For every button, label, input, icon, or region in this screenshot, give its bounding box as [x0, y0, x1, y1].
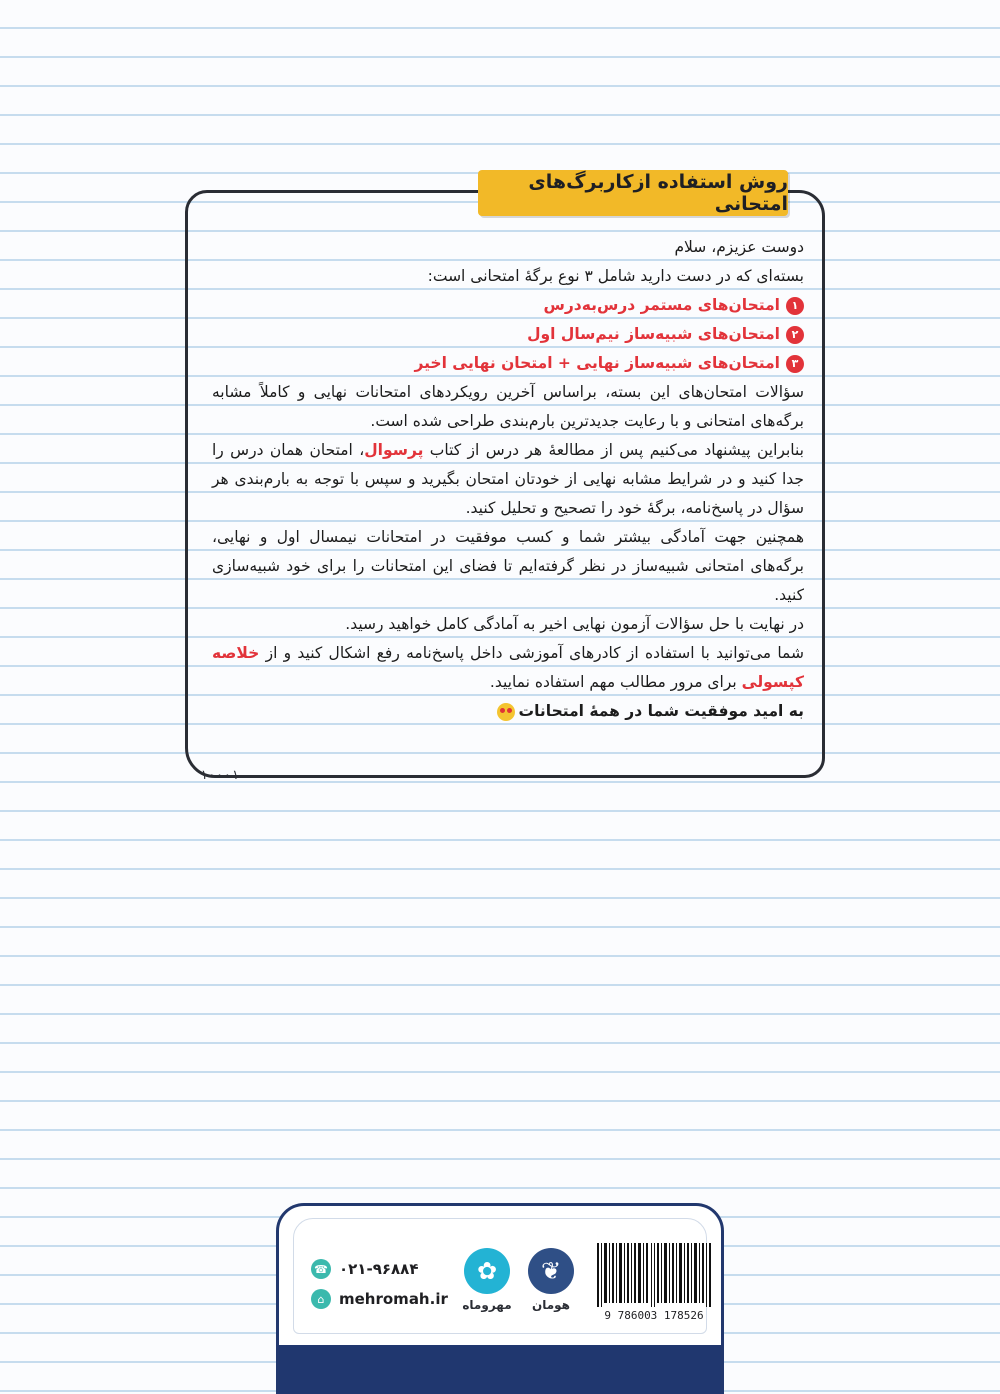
capsule-summary-label: خلاصه کپسولی	[212, 644, 804, 691]
number-badge: ۳	[786, 355, 804, 373]
hooman-logo	[521, 1248, 581, 1312]
closing-line	[212, 697, 804, 726]
hooman-brand-name: هومان	[531, 1298, 571, 1312]
answer-key-text: شما می‌توانید با استفاده از کادرهای آموزشی داخل پاسخ‌نامه رفع اشکال کنید و از	[265, 644, 804, 662]
publisher-card	[276, 1203, 724, 1394]
suggestion-text-start: بنابراین پیشنهاد می‌کنیم پس از مطالعهٔ هر درس از کتاب	[423, 441, 804, 459]
card-band	[279, 1345, 721, 1394]
paragraph-approach: سؤالات امتحان‌های این بسته، براساس آخرین رویکردهای امتحانات نهایی و کاملاً مشابه برگه‌های امتحانی و با رعایت جدیدترین بارم‌بندی طراحی شده است.	[212, 383, 804, 430]
exam-type-1	[212, 291, 804, 320]
exam-type-3	[212, 349, 804, 378]
phone-icon: ☎	[311, 1259, 331, 1279]
exam-type-label: امتحان‌های شبیه‌ساز نیم‌سال اول	[527, 325, 780, 343]
home-icon: ⌂	[311, 1289, 331, 1309]
book-brand-name: پرسوال	[364, 441, 424, 459]
instructions-title: روش استفاده ازکاربرگ‌های امتحانی	[478, 170, 788, 216]
mehromah-logo	[457, 1248, 517, 1312]
paragraph-final: در نهایت با حل سؤالات آزمون نهایی اخیر به آمادگی کامل خواهید رسید.	[345, 615, 804, 633]
greeting: دوست عزیزم، سلام	[674, 238, 804, 256]
barcode	[597, 1243, 711, 1307]
paragraph-simulation: همچنین جهت آمادگی بیشتر شما و کسب موفقیت در امتحانات نیمسال اول و نهایی، برگه‌های امتحانی شبیه‌ساز در نظر گرفته‌ایم تا فضای این امتحانات را برای خود شبیه‌سازی کنید.	[212, 528, 804, 604]
intro-line: بسته‌ای که در دست دارید شامل ۳ نوع برگهٔ امتحانی است:	[427, 267, 804, 285]
exam-type-label: امتحان‌های مستمر درس‌به‌درس	[543, 296, 780, 314]
number-badge: ۱	[786, 297, 804, 315]
closing-text: به امید موفقیت شما در همهٔ امتحانات	[518, 702, 804, 720]
butterfly-icon: ✿	[464, 1248, 510, 1294]
website-contact	[311, 1289, 461, 1309]
website-url: mehromah.ir	[339, 1290, 448, 1308]
leaf-icon: ❦	[528, 1248, 574, 1294]
instructions-body	[212, 233, 804, 726]
heart-eyes-emoji-icon	[497, 703, 515, 721]
phone-number: ۰۲۱-۹۶۸۸۴	[339, 1260, 419, 1278]
mehromah-brand-name: مهروماه	[462, 1298, 512, 1312]
paragraph-suggestion	[212, 436, 804, 523]
paragraph-answer-key	[212, 639, 804, 697]
phone-contact	[311, 1259, 461, 1279]
exam-type-label: امتحان‌های شبیه‌ساز نهایی + امتحان نهایی اخیر	[414, 354, 780, 372]
answer-key-text-end: برای مرور مطالب مهم استفاده نمایید.	[489, 673, 742, 691]
page-marker: ۱۰۰۰۱	[200, 768, 240, 783]
exam-type-2	[212, 320, 804, 349]
number-badge: ۲	[786, 326, 804, 344]
isbn-number: 9 786003 178526	[604, 1309, 704, 1322]
suggestion-text-end: ، امتحان همان درس را جدا کنید و در شرایط مشابه نهایی از خودتان امتحان بگیرید و سپس با توجه به بارم‌بندی هر سؤال در پاسخ‌نامه، برگهٔ خود را تصحیح و تحلیل کنید.	[212, 441, 804, 517]
